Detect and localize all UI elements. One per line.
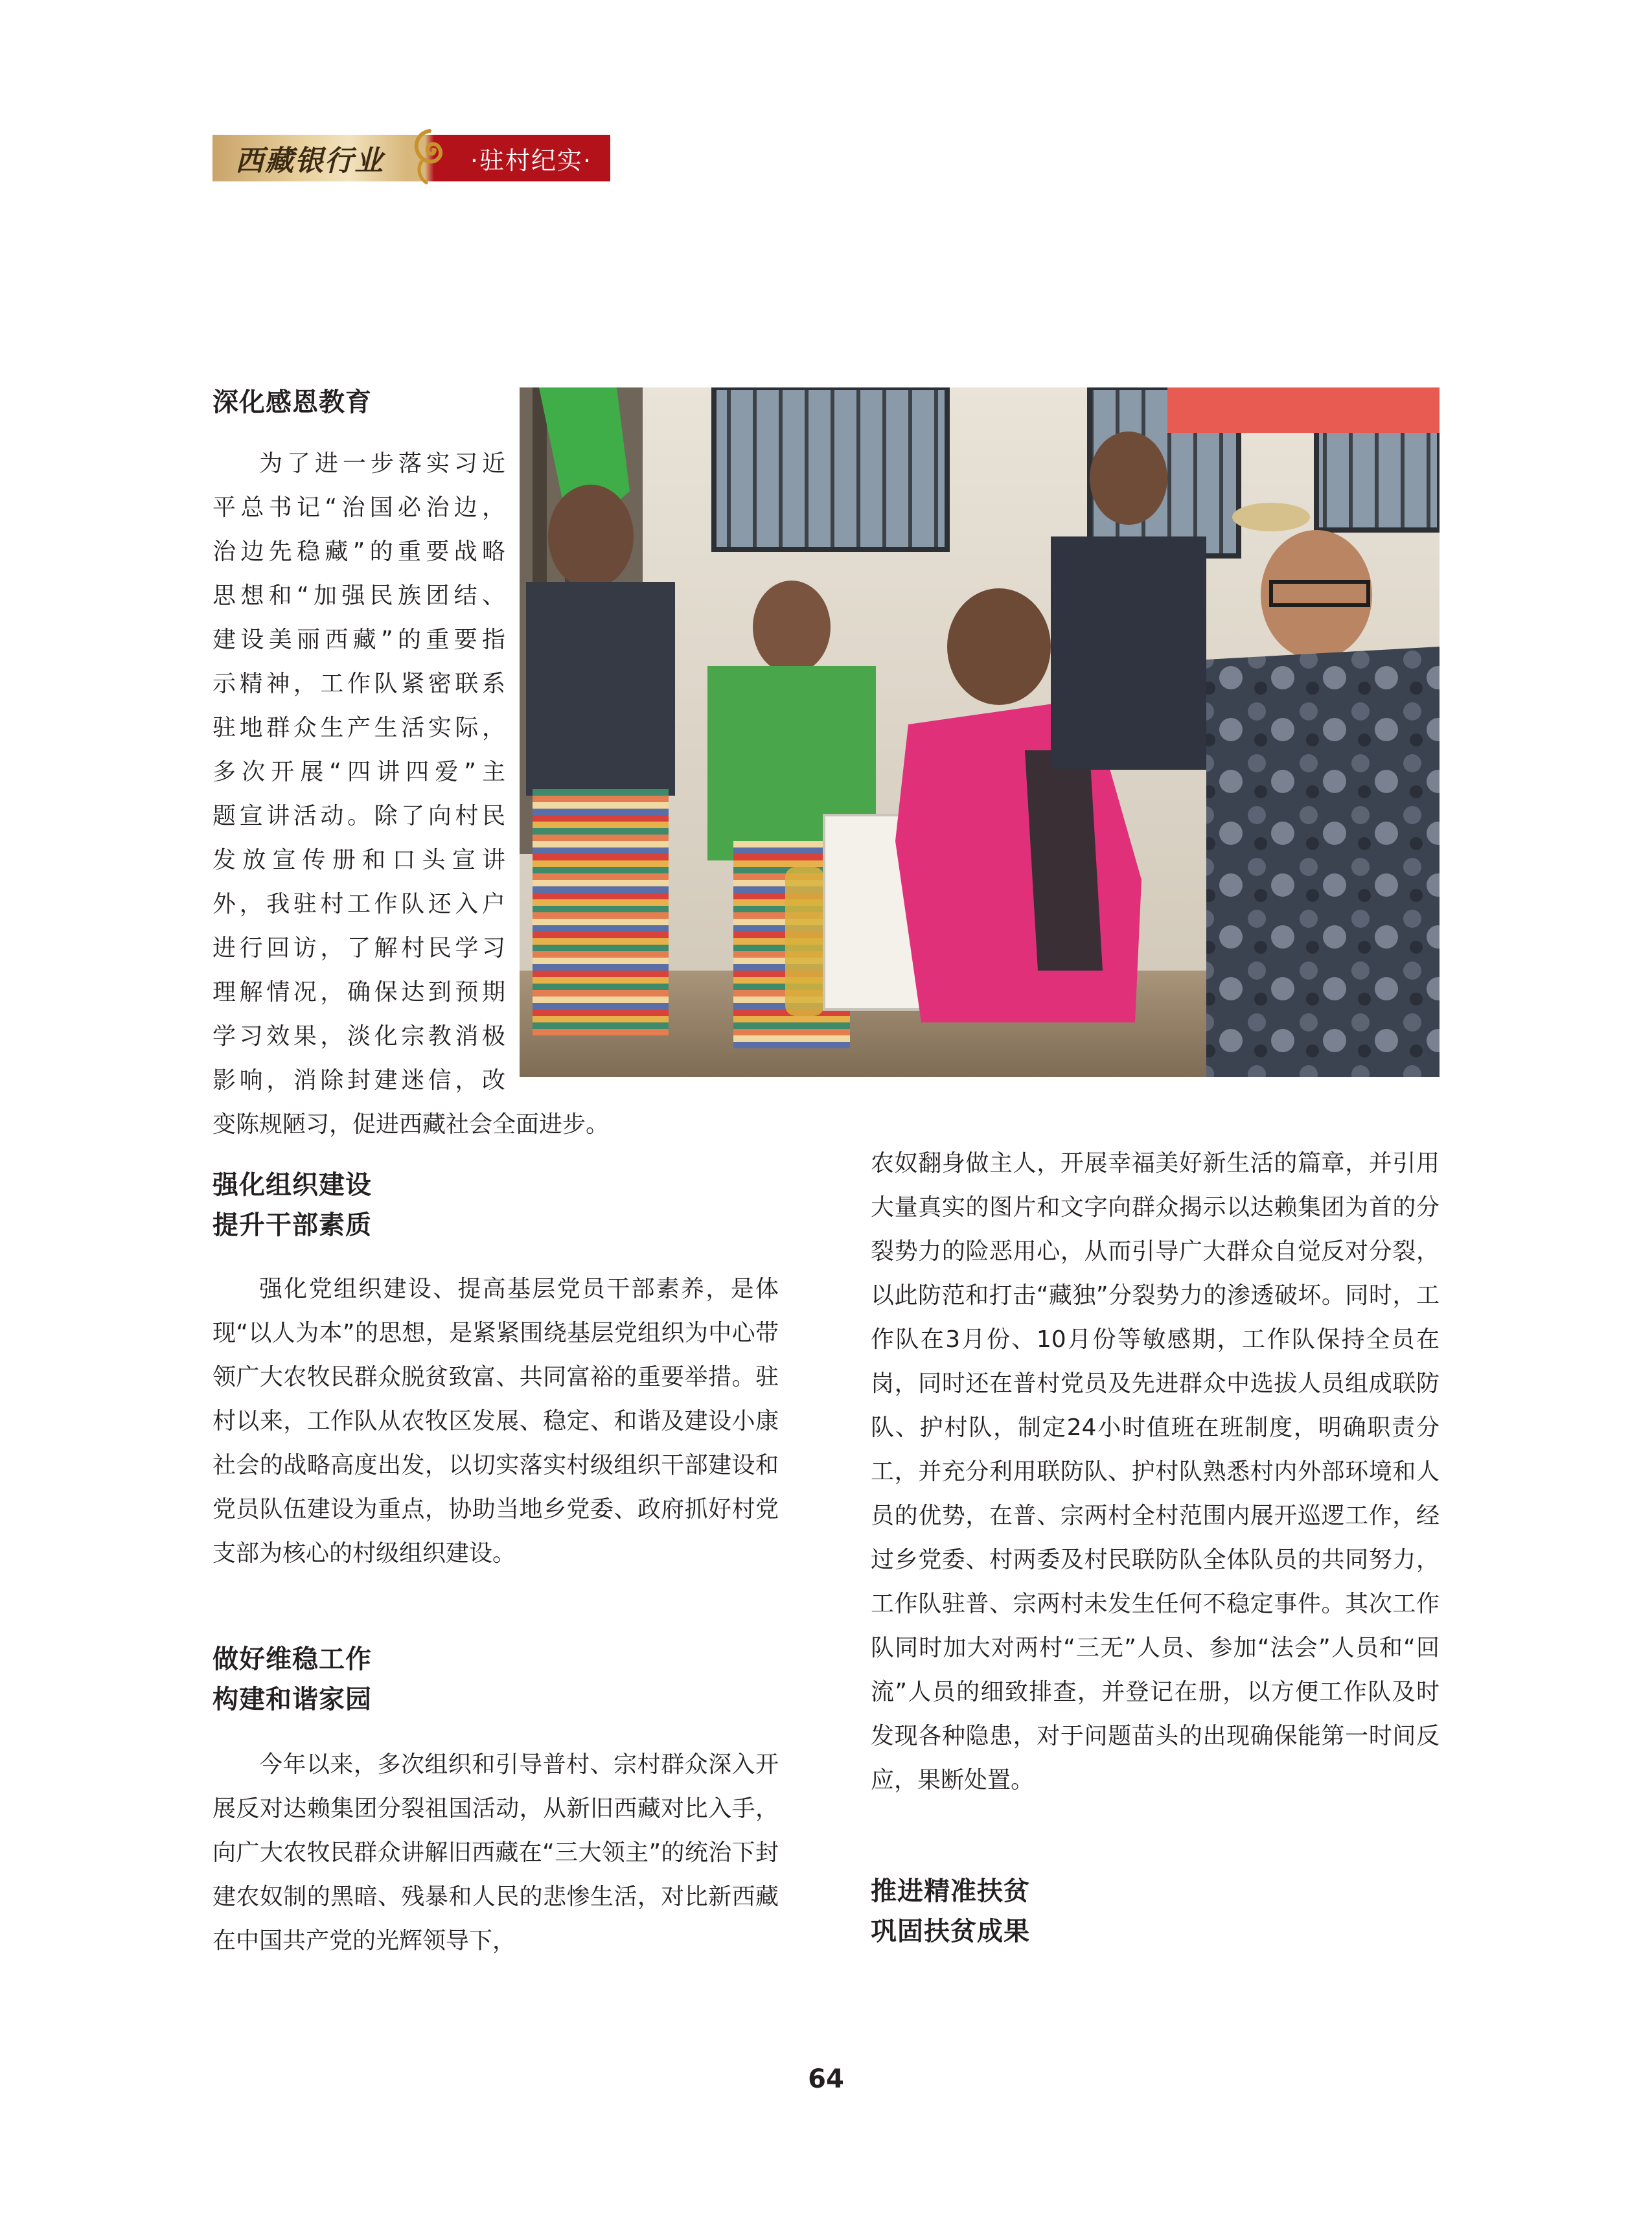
section-heading-stability-line1: 做好维稳工作: [212, 1644, 372, 1674]
section1-line: 多次开展“四讲四爱”主: [212, 759, 505, 785]
section3-paragraph-left: 今年以来，多次组织和引导普村、宗村群众深入开展反对达赖集团分裂祖国活动，从新旧西藏对比入手，向广大农牧民群众讲解旧西藏在“三大领主”的统治下封建农奴制的黑暗、残暴和人民的悲惨生活，对比新西藏在中国共产党的光辉领导下，: [212, 1751, 779, 1954]
section1-line: 学习效果，淡化宗教消极: [212, 1023, 505, 1050]
page-number: 64: [808, 2064, 844, 2094]
section1-line: 题宣讲活动。除了向村民: [212, 803, 505, 829]
section-heading-poverty-line1: 推进精准扶贫: [871, 1876, 1030, 1906]
section1-line: 为了进一步落实习近: [259, 450, 505, 477]
section1-line: 思想和“加强民族团结、: [212, 582, 505, 609]
section1-line: 影响，消除封建迷信，改: [212, 1067, 505, 1094]
section1-line: 建设美丽西藏”的重要指: [212, 627, 505, 653]
section1-line: 外，我驻村工作队还入户: [212, 891, 505, 917]
header-banner: [212, 135, 610, 181]
section1-line: 驻地群众生产生活实际，: [212, 715, 505, 741]
section-heading-stability-line2: 构建和谐家园: [212, 1685, 372, 1714]
section1-line: 示精神，工作队紧密联系: [212, 671, 505, 697]
section-heading-organization-line2: 提升干部素质: [212, 1210, 372, 1240]
section1-line: 治边先稳藏”的重要战略: [212, 538, 505, 565]
section1-narrow-column: [212, 442, 505, 1103]
section1-line: 进行回访，了解村民学习: [212, 935, 505, 962]
swirl-emblem-icon: [407, 135, 452, 181]
section1-line: 平总书记“治国必治边，: [212, 494, 505, 521]
section1-line: 理解情况，确保达到预期: [212, 979, 505, 1006]
section2-paragraph: 强化党组织建设、提高基层党员干部素养，是体现“以人为本”的思想，是紧紧围绕基层党组织为中心带领广大农牧民群众脱贫致富、共同富裕的重要举措。驻村以来，工作队从农牧区发展、稳定、和谐及建设小康社会的战略高度出发，以切实落实村级组织干部建设和党员队伍建设为重点，协助当地乡党委、政府抓好村党支部为核心的村级组织建设。: [212, 1276, 779, 1567]
brand-logo-text: 西藏银行业: [212, 135, 407, 181]
section-heading-gratitude-education: 深化感恩教育: [212, 387, 372, 417]
section-heading-organization-line1: 强化组织建设: [212, 1170, 372, 1200]
section1-line: 发放宣传册和口头宣讲: [212, 847, 505, 873]
section-label: ·驻村纪实·: [452, 135, 610, 181]
village-distribution-photo: [520, 387, 1440, 1077]
section-heading-poverty-line2: 巩固扶贫成果: [871, 1917, 1030, 1946]
section3-paragraph-right: 农奴翻身做主人，开展幸福美好新生活的篇章，并引用大量真实的图片和文字向群众揭示以达赖集团为首的分裂势力的险恶用心，从而引导广大群众自觉反对分裂，以此防范和打击“藏独”分裂势力的渗透破坏。同时，工作队在3月份、10月份等敏感期，工作队保持全员在岗，同时还在普村党员及先进群众中选拔人员组成联防队、护村队，制定24小时值班在班制度，明确职责分工，并充分利用联防队、护村队熟悉村内外部环境和人员的优势，在普、宗两村全村范围内展开巡逻工作，经过乡党委、村两委及村民联防队全体队员的共同努力，工作队驻普、宗两村未发生任何不稳定事件。其次工作队同时加大对两村“三无”人员、参加“法会”人员和“回流”人员的细致排查，并登记在册，以方便工作队及时发现各种隐患，对于问题苗头的出现确保能第一时间反应，果断处置。: [871, 1150, 1440, 1793]
section1-last-line: 变陈规陋习，促进西藏社会全面进步。: [212, 1111, 610, 1138]
